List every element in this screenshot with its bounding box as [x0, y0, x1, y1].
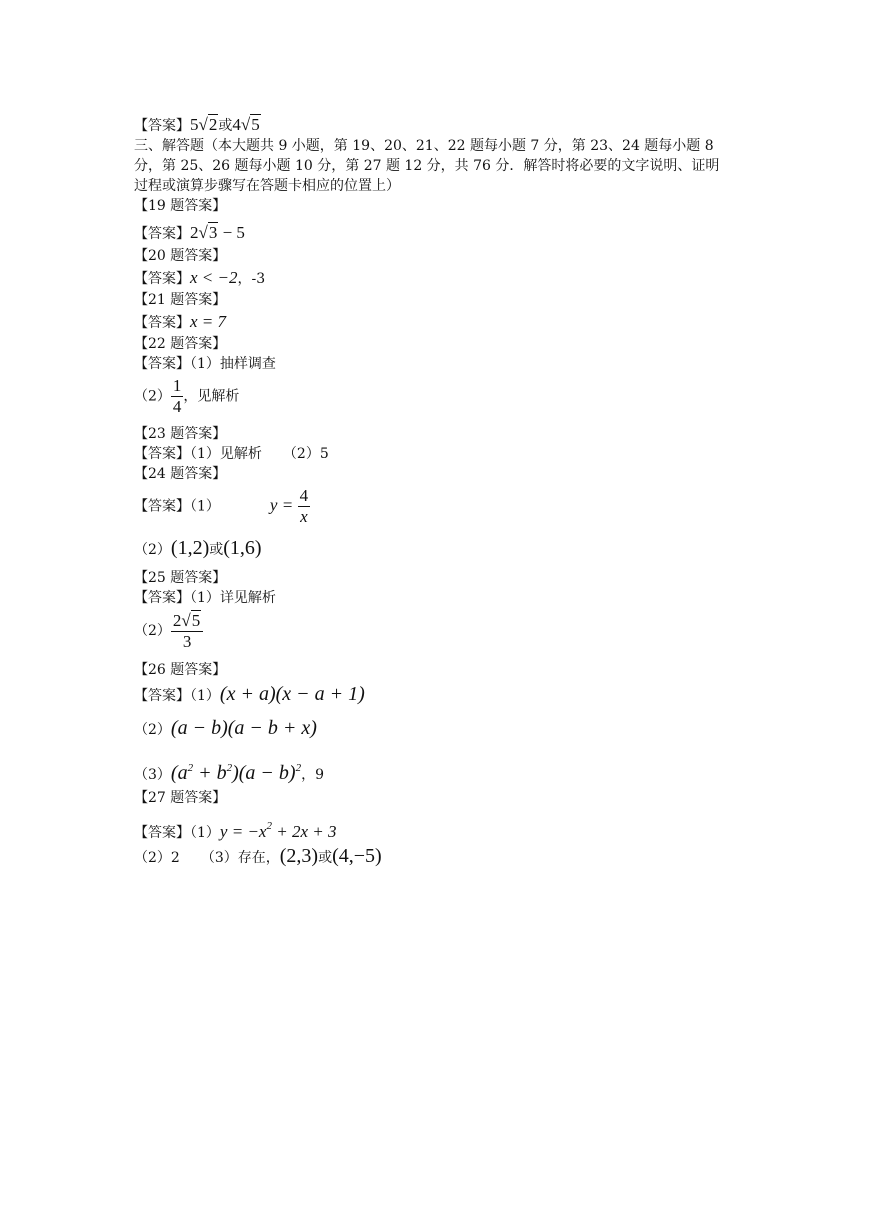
q19-header: 【19 题答案】 [134, 198, 227, 214]
q23-header: 【23 题答案】 [134, 426, 227, 442]
q27-answer-1: 【答案】$(1)y = -x^2 + 2x + 3$ [134, 820, 337, 841]
q19-answer: 【答案】2√3 − 5 [134, 223, 245, 242]
q26-answer-3: $(3)(a^2 + b^2)(a - b)^2$，9 [134, 762, 324, 784]
q23-answer: 【答案】（1）见解析 （2）5 [134, 446, 329, 462]
q18-answer: 【答案】5√2或4√5 [134, 115, 260, 134]
section-heading-line3: 过程或演算步骤写在答题卡相应的位置上） [134, 178, 400, 194]
q26-answer-2: （2）(a − b)(a − b + x) [134, 717, 317, 739]
q21-answer: 【答案】x = 7 [134, 312, 227, 331]
q20-header: 【20 题答案】 [134, 248, 227, 264]
q25-answer-2: （2） $\frac{2√5}{3}$ [134, 610, 203, 652]
q24-answer-1: 【答案】（1） y = $\frac{4}{x}$ [134, 486, 309, 526]
q27-answer-2: （2）2 （3）存在，(2,3)或(4,−5) [134, 845, 382, 867]
q26-answer-1: 【答案】（1）(x + a)(x − a + 1) [134, 683, 365, 705]
q27-header: 【27 题答案】 [134, 790, 227, 806]
q25-answer-1: 【答案】（1）详见解析 [134, 590, 276, 606]
q24-answer-2: （2）(1,2)或(1,6) [134, 537, 262, 559]
q22-answer-2: （2） $\frac{1}{4}$ ，见解析 [134, 376, 240, 416]
section-heading-line2: 分，第 25、26 题每小题 10 分，第 27 题 12 分，共 76 分．解答时将必要的文字说明、证明 [134, 158, 720, 174]
q22-header: 【22 题答案】 [134, 336, 227, 352]
section-heading-line1: 三、解答题（本大题共 9 小题，第 19、20、21、22 题每小题 7 分，第 23、24 题每小题 8 [134, 138, 714, 154]
q21-header: 【21 题答案】 [134, 292, 227, 308]
q26-header: 【26 题答案】 [134, 662, 227, 678]
q25-header: 【25 题答案】 [134, 570, 227, 586]
q22-answer-1: 【答案】（1）抽样调查 [134, 356, 276, 372]
q20-answer: 【答案】x < −2，-3 [134, 268, 266, 287]
q24-header: 【24 题答案】 [134, 466, 227, 482]
